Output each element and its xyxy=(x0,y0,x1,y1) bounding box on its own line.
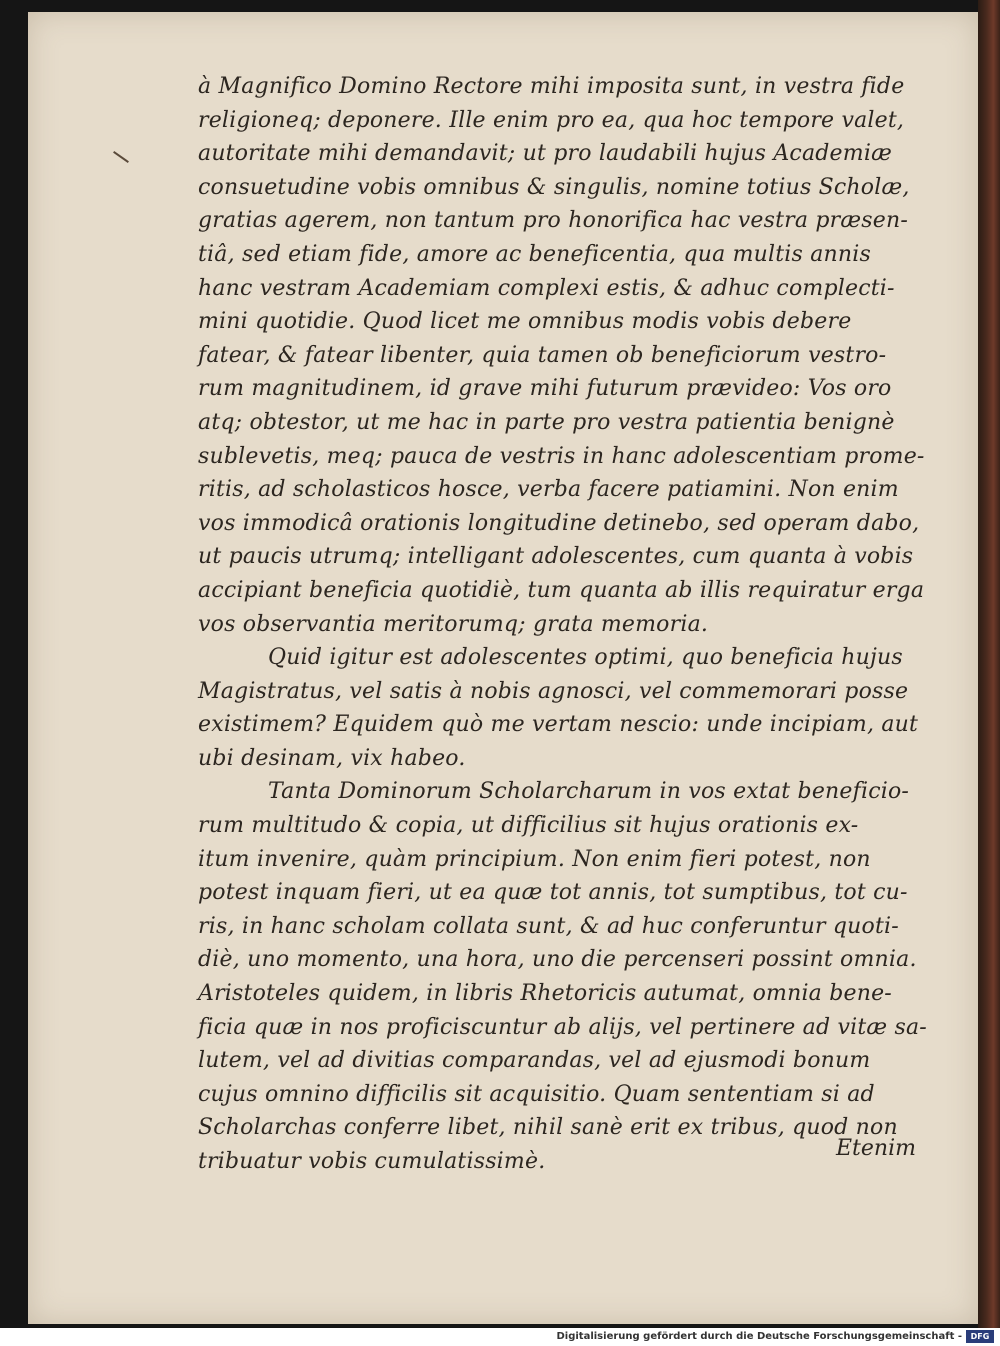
funding-credit: Digitalisierung gefördert durch die Deutsche Forschungsgemeinschaft - xyxy=(556,1331,962,1342)
text-line: cujus omnino difficilis sit acquisitio. Quam sententiam si ad xyxy=(198,1081,875,1107)
text-line: ritis, ad scholasticos hosce, verba facere patiamini. Non enim xyxy=(198,477,899,503)
text-line: rum magnitudinem, id grave mihi futurum prævideo: Vos oro xyxy=(198,376,892,402)
book-spine xyxy=(978,0,1000,1328)
text-line: sublevetis, meq; pauca de vestris in hanc adolescentiam prome- xyxy=(198,443,925,469)
footer-bar xyxy=(0,1328,1000,1346)
text-line: mini quotidie. Quod licet me omnibus modis vobis debere xyxy=(198,309,852,335)
text-line: Aristoteles quidem, in libris Rhetoricis autumat, omnia bene- xyxy=(198,981,892,1007)
text-line: religioneq; deponere. Ille enim pro ea, qua hoc tempore valet, xyxy=(198,107,905,133)
text-line: potest inquam fieri, ut ea quæ tot annis, tot sumptibus, tot cu- xyxy=(198,880,908,906)
text-line: fatear, & fatear libenter, quia tamen ob beneficiorum vestro- xyxy=(198,342,887,368)
dfg-logo: DFG xyxy=(966,1330,994,1343)
page-text xyxy=(198,70,927,1179)
text-line: hanc vestram Academiam complexi estis, & adhuc complecti- xyxy=(198,275,895,301)
text-line: consuetudine vobis omnibus & singulis, nomine totius Scholæ, xyxy=(198,174,910,200)
text-line: diè, uno momento, una hora, uno die percenseri possint omnia. xyxy=(198,947,917,973)
text-line: ubi desinam, vix habeo. xyxy=(198,745,466,771)
text-line: existimem? Equidem quò me vertam nescio: unde incipiam, aut xyxy=(198,712,919,738)
text-line: vos immodicâ orationis longitudine detinebo, sed operam dabo, xyxy=(198,510,920,536)
text-line: Scholarchas conferre libet, nihil sanè erit ex tribus, quod non xyxy=(198,1115,898,1141)
text-line: gratias agerem, non tantum pro honorifica hac vestra præsen- xyxy=(198,208,908,234)
text-line: lutem, vel ad divitias comparandas, vel ad ejusmodi bonum xyxy=(198,1048,871,1074)
text-line: tribuatur vobis cumulatissimè. xyxy=(198,1149,546,1174)
catchword: Etenim xyxy=(836,1136,916,1161)
text-line: itum invenire, quàm principium. Non enim fieri potest, non xyxy=(198,846,871,872)
text-line: tiâ, sed etiam fide, amore ac beneficentia, qua multis annis xyxy=(198,241,872,267)
text-line: à Magnifico Domino Rectore mihi imposita sunt, in vestra fide xyxy=(198,74,905,99)
text-line: ris, in hanc scholam collata sunt, & ad huc conferuntur quoti- xyxy=(198,913,899,939)
text-line: ficia quæ in nos proficiscuntur ab alijs, vel pertinere ad vitæ sa- xyxy=(198,1014,927,1040)
text-line: Tanta Dominorum Scholarcharum in vos extat beneficio- xyxy=(268,779,910,805)
text-line: rum multitudo & copia, ut difficilius sit hujus orationis ex- xyxy=(198,813,859,839)
text-line: autoritate mihi demandavit; ut pro laudabili hujus Academiæ xyxy=(198,141,892,167)
text-line: atq; obtestor, ut me hac in parte pro vestra patientia benignè xyxy=(198,409,895,435)
text-line: Magistratus, vel satis à nobis agnosci, vel commemorari posse xyxy=(198,678,909,704)
text-line: vos observantia meritorumq; grata memoria. xyxy=(198,611,709,637)
text-line: accipiant beneficia quotidiè, tum quanta ab illis requiratur erga xyxy=(198,577,925,603)
text-line: Quid igitur est adolescentes optimi, quo beneficia hujus xyxy=(268,645,903,671)
text-line: ut paucis utrumq; intelligant adolescentes, cum quanta à vobis xyxy=(198,544,914,570)
